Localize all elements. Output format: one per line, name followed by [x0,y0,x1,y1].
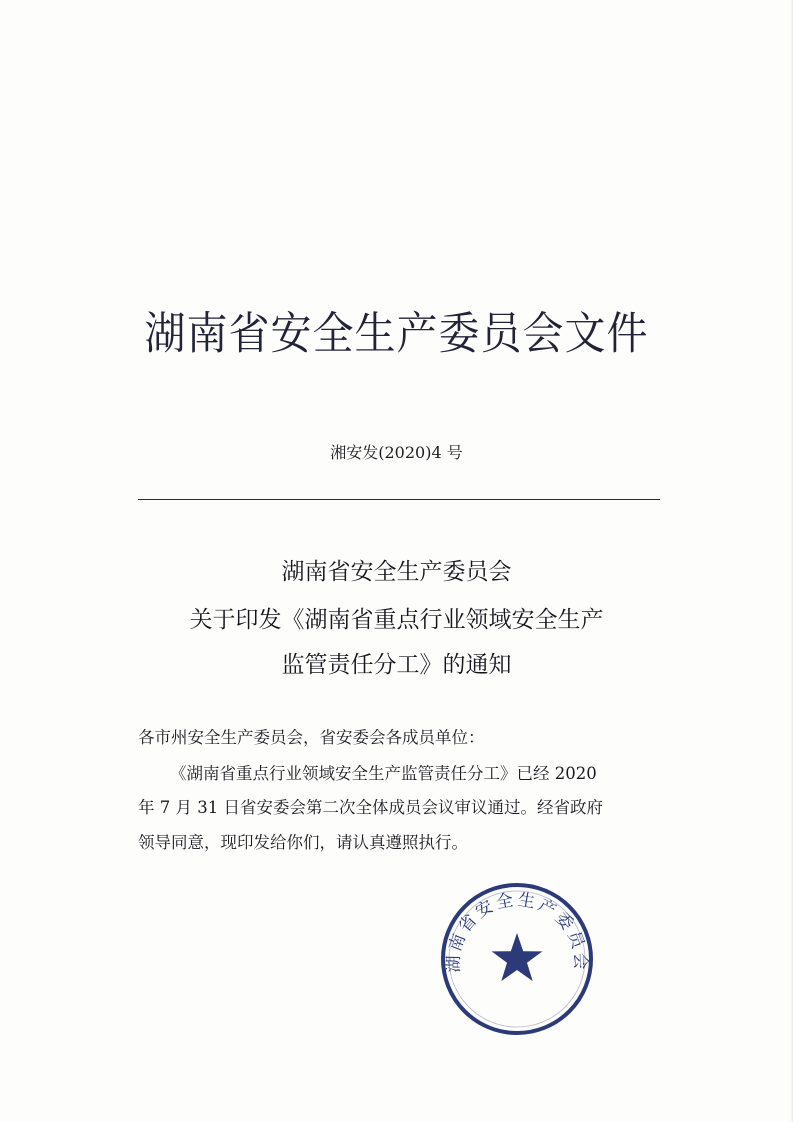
official-seal [439,881,595,1037]
notice-title-line-2: 关于印发《湖南省重点行业领域安全生产 [189,607,604,633]
notice-title-line-3: 监管责任分工》的通知 [281,652,512,678]
document-number: 湘安发(2020)4 号 [330,443,463,462]
header-separator-line [138,499,660,500]
seal-text: 湖南省安全生产委员会 [443,889,591,973]
star-icon [492,933,543,981]
document-header-title: 湖南省安全生产委员会文件 [144,307,649,360]
salutation: 各市州安全生产委员会，省安委会各成员单位： [138,728,485,747]
notice-title-line-1: 湖南省安全生产委员会 [281,559,512,585]
body-paragraph-line-2: 年 7 月 31 日省安委会第二次全体成员会议审议通过。经省政府 [138,798,603,817]
body-paragraph-line-3: 领导同意，现印发给你们，请认真遵照执行。 [138,833,468,852]
body-paragraph-line-1: 《湖南省重点行业领域安全生产监管责任分工》已经 2020 [170,764,597,783]
